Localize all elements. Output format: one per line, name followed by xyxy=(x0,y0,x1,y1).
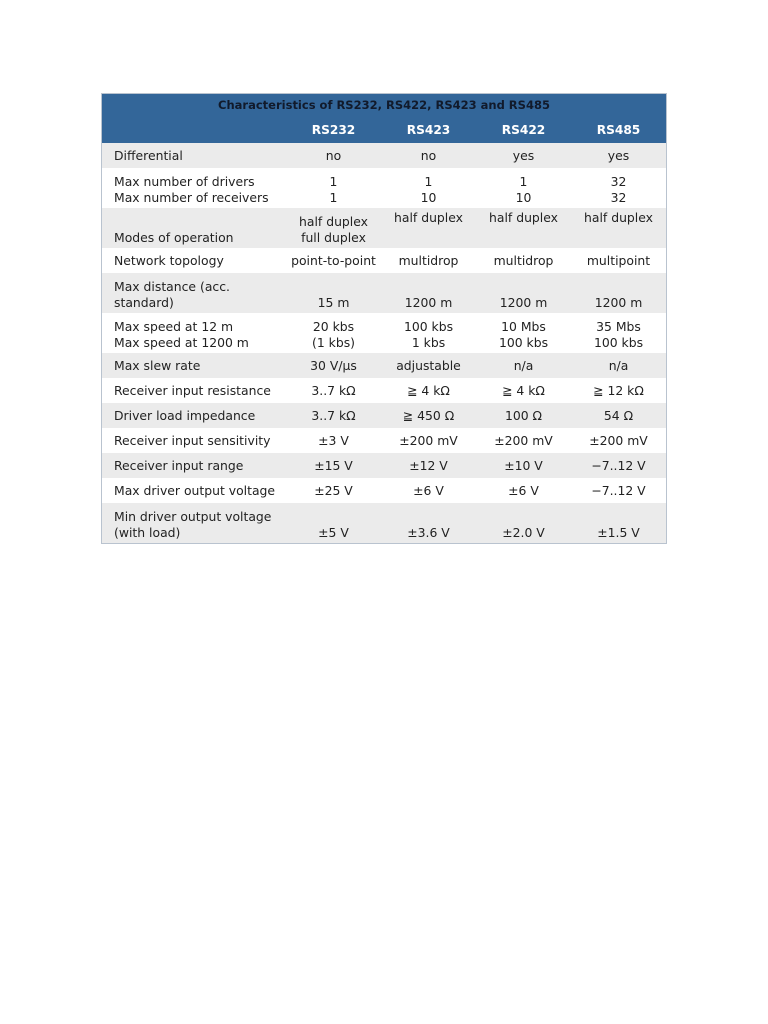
value-line: multipoint xyxy=(586,252,651,268)
row-label-line: Receiver input resistance xyxy=(114,382,271,398)
row-label xyxy=(102,378,286,403)
value-cell xyxy=(476,168,571,208)
value-cell xyxy=(571,503,666,543)
value-line: 30 V/µs xyxy=(310,357,357,373)
value-line: half duplex xyxy=(489,210,558,225)
value-cell xyxy=(476,453,571,478)
value-cell xyxy=(476,503,571,543)
row-label-line: Receiver input range xyxy=(114,457,244,473)
value-cell xyxy=(381,378,476,403)
value-line: ±2.0 V xyxy=(502,525,545,540)
value-line: ±10 V xyxy=(504,457,543,473)
value-line: 100 Ω xyxy=(504,407,543,423)
value-cell xyxy=(381,143,476,168)
value-line: 20 kbs xyxy=(312,319,355,334)
value-line: 54 Ω xyxy=(603,407,634,423)
value-line: 1200 m xyxy=(499,295,548,310)
table-title: Characteristics of RS232, RS422, RS423 and RS485 xyxy=(102,94,666,116)
value-line: half duplex xyxy=(299,214,368,229)
value-line: (1 kbs) xyxy=(312,335,355,350)
value-line: ±12 V xyxy=(409,457,448,473)
value-line: multidrop xyxy=(398,252,459,268)
table-row xyxy=(102,168,666,208)
row-label xyxy=(102,208,286,248)
value-cell xyxy=(381,353,476,378)
row-label-line: Receiver input sensitivity xyxy=(114,432,271,448)
comparison-table-container xyxy=(101,93,667,544)
value-cell xyxy=(476,313,571,353)
value-cell xyxy=(571,248,666,273)
value-line: half duplex xyxy=(584,210,653,225)
row-label-line: Modes of operation xyxy=(114,230,234,245)
value-line: 10 xyxy=(515,190,532,205)
value-line: 1 xyxy=(519,174,528,189)
row-label xyxy=(102,143,286,168)
header-row xyxy=(102,116,666,143)
value-cell xyxy=(381,503,476,543)
header-cell-rs485: RS485 xyxy=(571,116,666,143)
value-line: point-to-point xyxy=(291,252,376,268)
value-cell xyxy=(286,168,381,208)
value-line: 1 xyxy=(424,174,433,189)
value-line: yes xyxy=(607,147,630,163)
value-cell xyxy=(476,248,571,273)
value-line: ±6 V xyxy=(413,482,444,498)
value-cell xyxy=(286,248,381,273)
table-row xyxy=(102,353,666,378)
value-cell xyxy=(286,428,381,453)
value-line: ±200 mV xyxy=(399,432,458,448)
row-label-line: standard) xyxy=(114,295,174,310)
value-cell xyxy=(381,168,476,208)
value-line: 1200 m xyxy=(594,295,643,310)
value-line: yes xyxy=(512,147,535,163)
value-cell xyxy=(286,353,381,378)
header-cell-rs423: RS423 xyxy=(381,116,476,143)
value-line: half duplex xyxy=(394,210,463,225)
table-row xyxy=(102,428,666,453)
value-line: n/a xyxy=(513,357,534,373)
value-cell xyxy=(571,313,666,353)
table-row xyxy=(102,273,666,313)
value-cell xyxy=(476,478,571,503)
value-cell xyxy=(571,453,666,478)
value-line: no xyxy=(420,147,437,163)
row-label-line: Max number of receivers xyxy=(114,190,269,205)
value-cell xyxy=(381,428,476,453)
table-row xyxy=(102,478,666,503)
value-line: 1 xyxy=(329,174,338,189)
row-label xyxy=(102,273,286,313)
table-row xyxy=(102,453,666,478)
row-label-line: Max distance (acc. xyxy=(114,279,230,294)
row-label-line: Max number of drivers xyxy=(114,174,255,189)
value-line: ±25 V xyxy=(314,482,353,498)
value-cell xyxy=(286,453,381,478)
value-cell xyxy=(286,208,381,248)
value-cell xyxy=(381,313,476,353)
value-cell xyxy=(286,503,381,543)
value-cell xyxy=(571,208,666,248)
row-label xyxy=(102,353,286,378)
value-line: −7..12 V xyxy=(591,457,646,473)
value-line: 3..7 kΩ xyxy=(311,382,356,398)
value-line: ±15 V xyxy=(314,457,353,473)
table-row xyxy=(102,403,666,428)
row-label-line: Min driver output voltage xyxy=(114,509,272,524)
value-line: 1 xyxy=(329,190,338,205)
row-label xyxy=(102,313,286,353)
value-cell xyxy=(476,208,571,248)
value-cell xyxy=(476,273,571,313)
value-line: no xyxy=(325,147,342,163)
value-line: ±3.6 V xyxy=(407,525,450,540)
value-cell xyxy=(571,403,666,428)
value-cell xyxy=(381,273,476,313)
value-cell xyxy=(381,478,476,503)
row-label xyxy=(102,478,286,503)
value-line: ±200 mV xyxy=(589,432,648,448)
row-label xyxy=(102,503,286,543)
row-label xyxy=(102,453,286,478)
value-line: −7..12 V xyxy=(591,482,646,498)
value-line: ≧ 4 kΩ xyxy=(407,382,450,398)
value-cell xyxy=(476,378,571,403)
header-cell-empty xyxy=(102,116,286,143)
row-label-line: (with load) xyxy=(114,525,181,540)
value-cell xyxy=(286,313,381,353)
value-cell xyxy=(286,478,381,503)
value-line: 35 Mbs xyxy=(596,319,641,334)
value-cell xyxy=(381,208,476,248)
value-line: 3..7 kΩ xyxy=(311,407,356,423)
value-line: 15 m xyxy=(317,295,350,310)
value-cell xyxy=(286,378,381,403)
value-line: full duplex xyxy=(301,230,366,245)
value-cell xyxy=(571,478,666,503)
value-line: adjustable xyxy=(396,357,461,373)
row-label-line: Max driver output voltage xyxy=(114,482,276,498)
value-cell xyxy=(476,143,571,168)
table-row xyxy=(102,313,666,353)
value-cell xyxy=(381,248,476,273)
row-label xyxy=(102,428,286,453)
rs-standards-table xyxy=(102,94,666,543)
value-cell xyxy=(381,453,476,478)
row-label xyxy=(102,403,286,428)
header-cell-rs232: RS232 xyxy=(286,116,381,143)
value-line: 10 xyxy=(420,190,437,205)
value-line: 100 kbs xyxy=(593,335,644,350)
value-cell xyxy=(476,353,571,378)
table-row xyxy=(102,248,666,273)
value-cell xyxy=(571,353,666,378)
table-row xyxy=(102,503,666,543)
value-cell xyxy=(571,273,666,313)
value-line: n/a xyxy=(608,357,629,373)
value-cell xyxy=(286,143,381,168)
value-cell xyxy=(286,273,381,313)
value-line: ±6 V xyxy=(508,482,539,498)
value-line: ±200 mV xyxy=(494,432,553,448)
value-cell xyxy=(571,168,666,208)
value-line: 10 Mbs xyxy=(501,319,546,334)
row-label xyxy=(102,168,286,208)
row-label-line: Network topology xyxy=(114,252,224,268)
value-line: 100 kbs xyxy=(403,319,454,334)
value-line: ±3 V xyxy=(318,432,349,448)
value-cell xyxy=(571,428,666,453)
row-label-line: Max speed at 12 m xyxy=(114,319,234,334)
value-cell xyxy=(571,378,666,403)
value-line: multidrop xyxy=(493,252,554,268)
value-line: 32 xyxy=(610,174,627,189)
value-cell xyxy=(571,143,666,168)
row-label-line: Max speed at 1200 m xyxy=(114,335,249,350)
value-line: 100 kbs xyxy=(498,335,549,350)
row-label-line: Driver load impedance xyxy=(114,407,256,423)
table-row xyxy=(102,143,666,168)
value-line: 1200 m xyxy=(404,295,453,310)
value-line: ±1.5 V xyxy=(597,525,640,540)
value-line: ≧ 12 kΩ xyxy=(593,382,644,398)
value-line: ≧ 450 Ω xyxy=(402,407,455,423)
value-cell xyxy=(476,403,571,428)
header-cell-rs422: RS422 xyxy=(476,116,571,143)
table-row xyxy=(102,378,666,403)
value-cell xyxy=(381,403,476,428)
table-row xyxy=(102,208,666,248)
row-label-line: Differential xyxy=(114,147,183,163)
row-label xyxy=(102,248,286,273)
value-line: ≧ 4 kΩ xyxy=(502,382,545,398)
value-line: 1 kbs xyxy=(411,335,446,350)
value-cell xyxy=(286,403,381,428)
value-cell xyxy=(476,428,571,453)
table-body xyxy=(102,143,666,543)
row-label-line: Max slew rate xyxy=(114,357,201,373)
value-line: 32 xyxy=(610,190,627,205)
value-line: ±5 V xyxy=(318,525,349,540)
